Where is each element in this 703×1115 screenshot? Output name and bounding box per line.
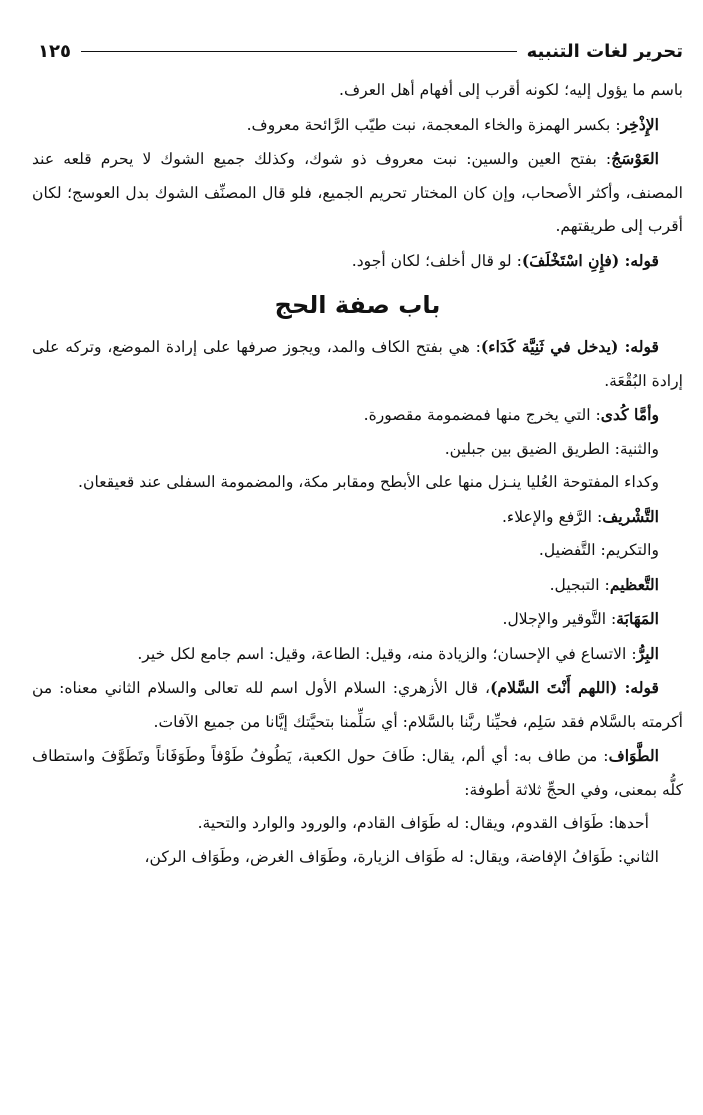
- definition-paragraph: [32, 739, 683, 807]
- body-text: [32, 74, 683, 874]
- paragraph: [32, 534, 683, 568]
- definition-paragraph: [32, 244, 683, 279]
- paragraph: [32, 74, 683, 108]
- definition-text: : من طاف به: أي ألم، يقال: طَافَ حول الكعبة، يَطُوفُ طَوْفاً وطَوَفَاناً وتَطَوَّفَ واستطاف كلُّه بمعنى، وفي الحجِّ ثلاثة أطوفة:: [32, 747, 683, 799]
- definition-paragraph: [32, 108, 683, 143]
- definition-text: : لو قال أخلف؛ لكان أجود.: [351, 251, 522, 270]
- definition-text: : بكسر الهمزة والخاء المعجمة، نبت طيّب الرَّائحة معروف.: [246, 115, 621, 134]
- definition-text: : هي بفتح الكاف والمد، ويجوز صرفها على إرادة الموضع، وتركه على إرادة البُقْعَة.: [32, 338, 683, 390]
- defined-term: قوله: (اللهم أَنْتَ السَّلام): [490, 678, 659, 697]
- paragraph: [32, 466, 683, 500]
- definition-text: : التَّوقير والإجلال.: [502, 610, 617, 628]
- defined-term: التَّشْريف: [602, 506, 659, 526]
- definition-paragraph: [32, 568, 683, 603]
- defined-term: البِرُّ: [636, 643, 659, 663]
- paragraph-text: والتكريم: التَّفضيل.: [538, 541, 659, 559]
- definition-paragraph: [32, 330, 683, 398]
- list-item: [32, 807, 683, 841]
- paragraph-text: والثنية: الطريق الضيق بين جبلين.: [444, 439, 659, 458]
- definition-paragraph: [32, 602, 683, 637]
- defined-term: الطَّوَاف: [608, 746, 659, 765]
- paragraph: [32, 433, 683, 467]
- defined-term: التَّعظيم: [609, 574, 659, 594]
- definition-text: : الاتساع في الإحسان؛ والزيادة منه، وقيل: الطاعة، وقيل: اسم جامع لكل خير.: [137, 644, 637, 663]
- definition-paragraph: [32, 500, 683, 535]
- list-item: [32, 841, 683, 875]
- defined-term: وأمَّا كُدى: [600, 405, 659, 424]
- definition-paragraph: [32, 671, 683, 739]
- list-item-text: أحدها: طَوَاف القدوم، ويقال: له طَوَاف القادم، والورود والوارد والتحية.: [197, 814, 649, 832]
- definition-text: : التبجيل.: [549, 575, 610, 594]
- defined-term: الإِذْخِر: [620, 114, 659, 134]
- running-title: تحرير لغات التنبيه: [526, 40, 683, 62]
- defined-term: العَوْسَجُ: [611, 149, 659, 168]
- paragraph-text: وكداء المفتوحة العُليا ينـزل منها على الأبطح ومقابر مكة، والمضمومة السفلى عند قعيقعان.: [78, 473, 659, 491]
- defined-term: قوله: (فإِنِ اسْتَخْلَفَ): [521, 250, 659, 270]
- definition-paragraph: [32, 142, 683, 244]
- chapter-title: باب صفة الحج: [274, 291, 441, 319]
- defined-term: المَهَابَة: [616, 609, 659, 628]
- page-number: ١٢٥: [38, 40, 71, 62]
- definition-paragraph: [32, 637, 683, 672]
- definition-text: : بفتح العين والسين: نبت معروف ذو شوك، وكذلك جميع الشوك لا يحرم قلعه عند المصنف، وأكثر الأصحاب، وإن كان المختار تحريم الجميع، فلو قال المصنِّف الشوك بدل العوسج؛ لكان أقرب إلى طريقتهم.: [32, 150, 683, 235]
- definition-text: : الرَّفع والإعلاء.: [501, 507, 603, 526]
- defined-term: قوله: (يدخل في ثَنِيَّة كَدَاء): [480, 337, 659, 356]
- header-rule: [81, 51, 517, 52]
- definition-text: : التي يخرج منها فمضمومة مقصورة.: [363, 406, 601, 424]
- definition-paragraph: [32, 398, 683, 433]
- definition-text: ، قال الأزهري: السلام الأول اسم لله تعالى والسلام الثاني معناه: من أكرمته بالسَّلام فقد سَلِم، فحيِّنا ربَّنا بالسَّلام: أي سَلِّمنا بتحيَّتك إيَّانا من جميع الآفات.: [32, 679, 683, 731]
- list-item-text: الثاني: طَوَافُ الإفاضة، ويقال: له طَوَاف الزيارة، وطَوَاف الغرض، وطَوَاف الركن،: [144, 847, 659, 866]
- page-header: [38, 36, 683, 66]
- paragraph-text: باسم ما يؤول إليه؛ لكونه أقرب إلى أفهام أهل العرف.: [339, 81, 683, 99]
